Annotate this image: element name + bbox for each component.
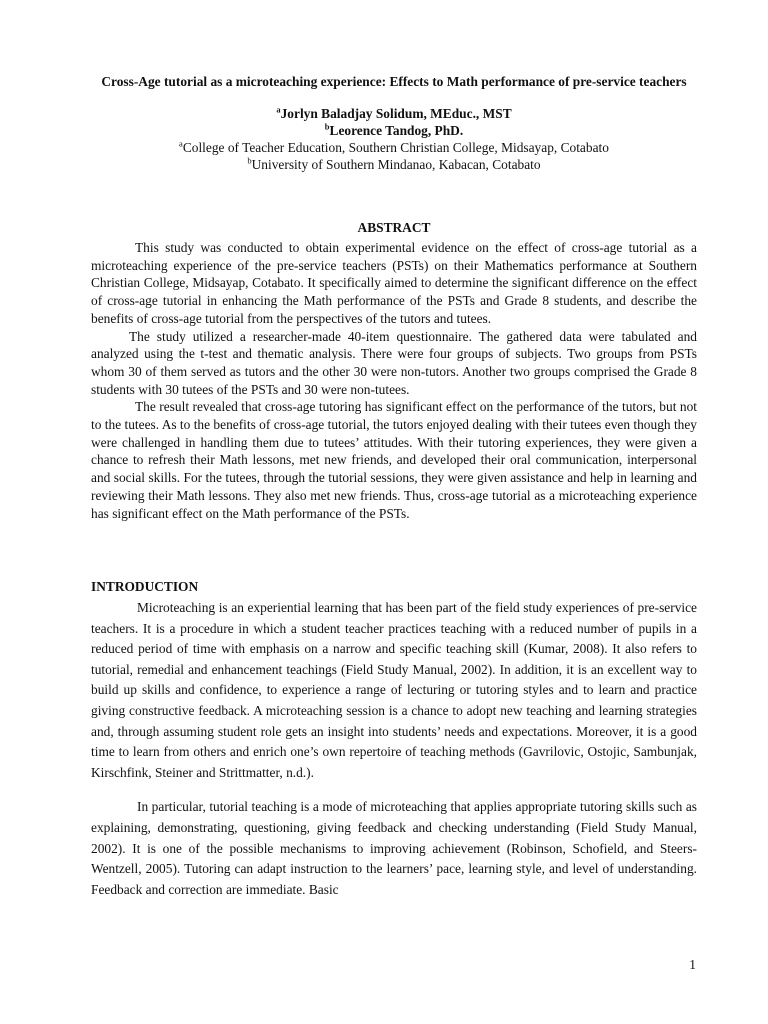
introduction-section	[91, 578, 697, 900]
abstract-paragraph: The study utilized a researcher-made 40-item questionnaire. The gathered data were tabulated and analyzed using the t-test and thematic analysis. There were four groups of subjects. Two groups from PSTs whom 30 of them served as tutors and the other 30 were non-tutors. Another two groups comprised the Grade 8 students with 30 tutees of the PSTs and 30 were non-tutees.	[91, 328, 697, 397]
introduction-paragraph: In particular, tutorial teaching is a mode of microteaching that applies appropriate tutoring skills such as explaining, demonstrating, questioning, giving feedback and checking understanding (Field Study Manual, 2002). It is one of the possible mechanisms to improving achievement (Robinson, Schofield, and Steers- Wentzell, 2005). Tutoring can adapt instruction to the learners’ pace, learning style, and level of understanding. Feedback and correction are immediate. Basic	[91, 799, 697, 897]
abstract-heading: ABSTRACT	[357, 220, 431, 235]
author-name: Jorlyn Baladjay Solidum, MEduc., MST	[280, 106, 512, 121]
affiliation-text: College of Teacher Education, Southern Christian College, Midsayap, Cotabato	[182, 140, 609, 155]
abstract-paragraph: The result revealed that cross-age tutoring has significant effect on the performance of the tutors, but not to the tutees. As to the benefits of cross-age tutorial, the tutors enjoyed dealing with their tutees even though they were challenged in handling them due to tutees’ attitudes. With their tutoring experiences, they were given a chance to refresh their Math lessons, met new friends, and developed their oral communication, interpersonal and social skills. For the tutees, through the tutorial sessions, they were given assistance and help in learning and reviewing their Math lessons. They also met new friends. Thus, cross-age tutorial as a microteaching experience has significant effect on the Math performance of the PSTs.	[91, 399, 697, 521]
page-number: 1	[689, 957, 696, 972]
abstract-paragraph: This study was conducted to obtain experimental evidence on the effect of cross-age tutorial as a microteaching experience of the pre-service teachers (PSTs) on their Mathematics performance at Southern Christian College, Midsayap, Cotabato. It specifically aimed to determine the significant difference on the effect of cross-age tutorial in enhancing the Math performance of the PSTs and Grade 8 students, and describe the benefits of cross-age tutorial from the perspectives of the tutors and tutees.	[91, 240, 697, 326]
author-name: Leorence Tandog, PhD.	[329, 123, 464, 138]
paper-header	[90, 72, 698, 173]
author-superscript: b	[324, 121, 330, 132]
author-superscript: a	[276, 104, 281, 115]
abstract-section	[91, 219, 697, 522]
introduction-paragraph: Microteaching is an experiential learning that has been part of the field study experiences of pre-service teachers. It is a procedure in which a student teacher practices teaching with a reduced number of pupils in a reduced period of time with emphasis on a narrow and specific teaching skill (Kumar, 2008). It also refers to tutorial, remedial and enhancement teachings (Field Study Manual, 2002). In addition, it is an excellent way to build up skills and confidence, to experience a range of lecturing or tutoring styles and to learn and practice giving constructive feedback. A microteaching session is a chance to adopt new teaching and learning strategies and, through assuming student role gets an insight into students’ needs and expectations. Moreover, it is a good time to learn from others and enrich one’s own repertoire of teaching methods (Gavrilovic, Ostojic, Sambunjak, Kirschfink, Steiner and Strittmatter, n.d.).	[91, 600, 697, 780]
introduction-heading: INTRODUCTION	[91, 579, 199, 594]
paper-title: Cross-Age tutorial as a microteaching experience: Effects to Math performance of pre-service teachers	[101, 74, 687, 89]
affiliation-superscript: a	[179, 138, 183, 149]
affiliation-list	[90, 139, 698, 173]
author	[90, 122, 698, 139]
affiliation	[90, 139, 698, 156]
affiliation-superscript: b	[247, 155, 252, 166]
affiliation-text: University of Southern Mindanao, Kabacan, Cotabato	[251, 157, 541, 172]
affiliation	[90, 156, 698, 173]
author	[90, 105, 698, 122]
author-list	[90, 105, 698, 139]
